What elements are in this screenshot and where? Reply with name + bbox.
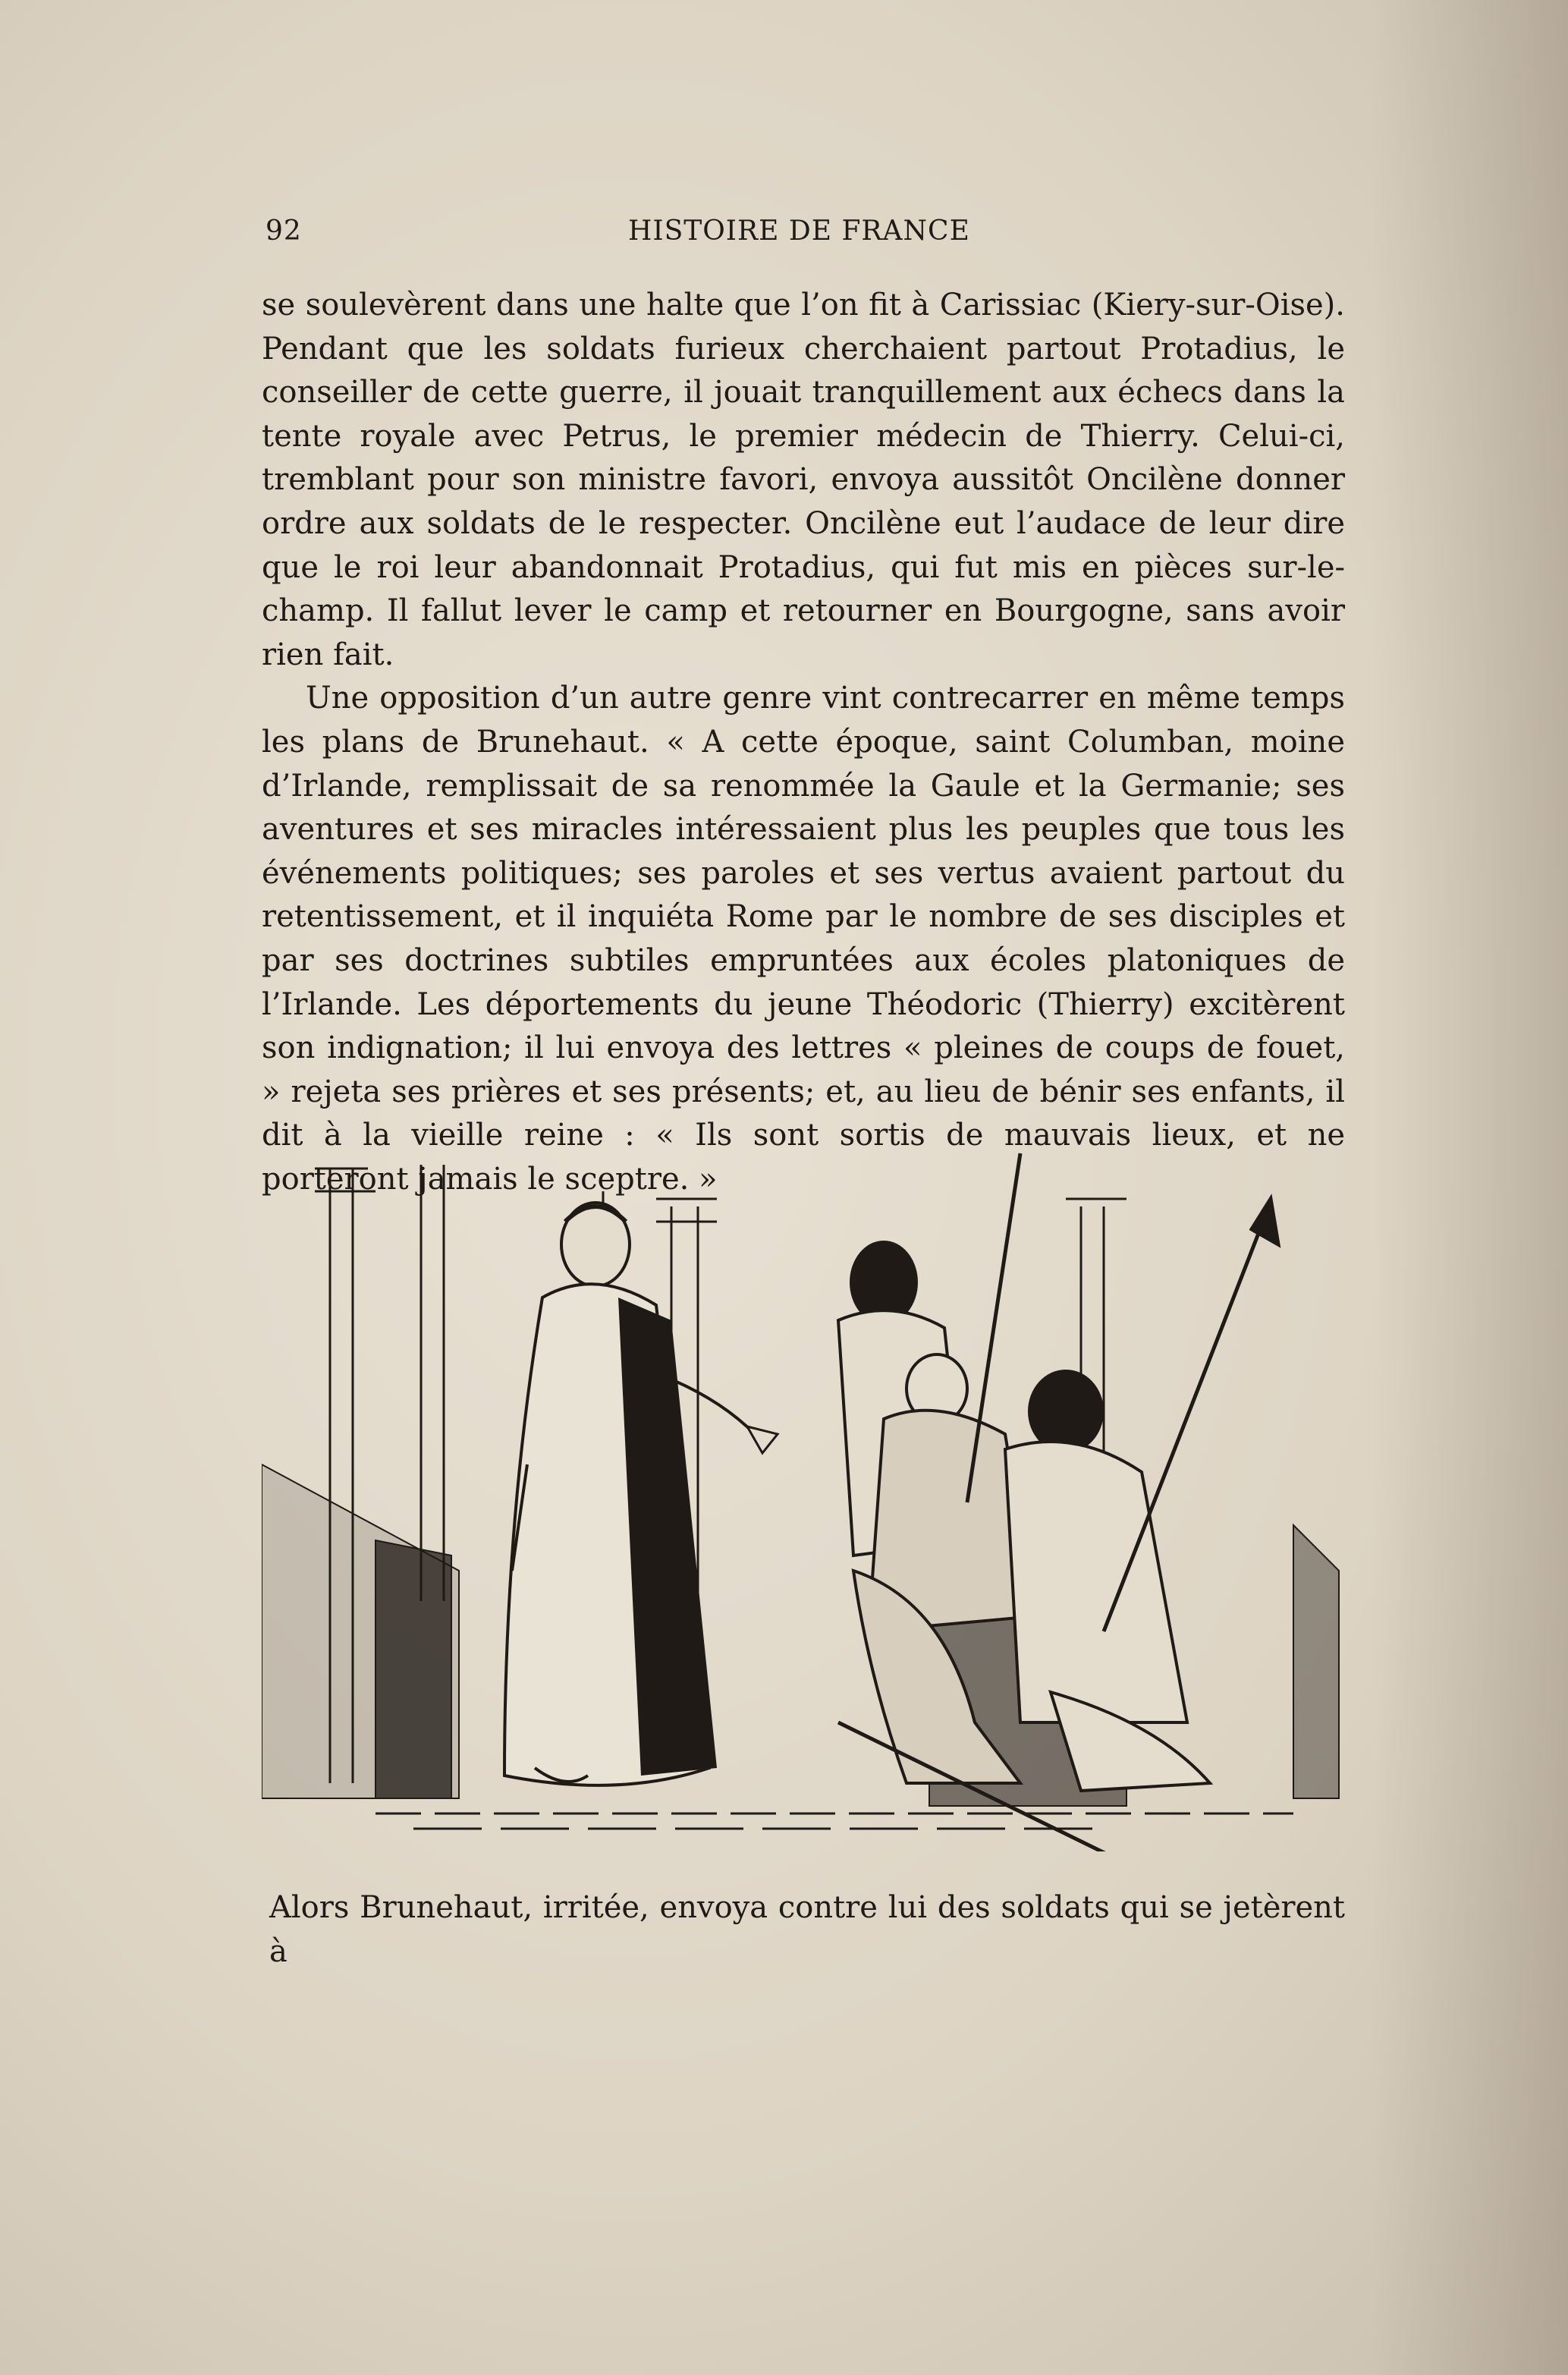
paragraph-3: Alors Brunehaut, irritée, envoya contre lui des soldats qui se jetèrent à xyxy=(269,1890,1345,1969)
continuation-text xyxy=(269,1886,1345,1974)
engraving-drawing xyxy=(262,1146,1346,1851)
soldiers-group xyxy=(838,1241,1210,1791)
page-gutter-shadow xyxy=(1371,0,1568,2375)
monk-figure xyxy=(504,1203,778,1785)
engraving-illustration xyxy=(262,1146,1346,1851)
page-number: 92 xyxy=(266,215,302,247)
ground-lines xyxy=(376,1813,1293,1829)
running-title: HISTOIRE DE FRANCE xyxy=(628,215,970,247)
paragraph-2: Une opposition d’un autre genre vint contrecarrer en même temps les plans de Brunehaut. « A cette époque, saint Columban, moine d’Irlande, remplissait de sa renommée la Gaule et la Germanie; ses aventures et ses miracles intéressaient plus les peuples que tous les événements politiques; ses paroles et ses vertus avaient partout du retentissement, et il inquiéta Rome par le nombre de ses disciples et par ses doctrines subtiles empruntées aux écoles platoniques de l’Irlande. Les déportements du jeune Théodoric (Thierry) excitèrent son indignation; il lui envoya des lettres « pleines de coups de fouet, » rejeta ses prières et ses présents; et, au lieu de bénir ses enfants, il dit à la vieille reine : « Ils sont sortis de mauvais lieux, et ne porteront jamais le sceptre. » xyxy=(262,681,1345,1197)
running-head xyxy=(266,215,1350,253)
body-text xyxy=(262,284,1345,1201)
paragraph-1: se soulevèrent dans une halte que l’on fit à Carissiac (Kiery-sur-Oise). Pendant que les soldats furieux cherchaient partout Protadius, le conseiller de cette guerre, il jouait tranquillement aux échecs dans la tente royale avec Petrus, le premier médecin de Thierry. Celui-ci, tremblant pour son ministre favori, envoya aussitôt Oncilène donner ordre aux soldats de le respecter. Oncilène eut l’audace de leur dire que le roi leur abandonnait Protadius, qui fut mis en pièces sur-le-champ. Il fallut lever le camp et retourner en Bourgogne, sans avoir rien fait. xyxy=(262,288,1345,672)
